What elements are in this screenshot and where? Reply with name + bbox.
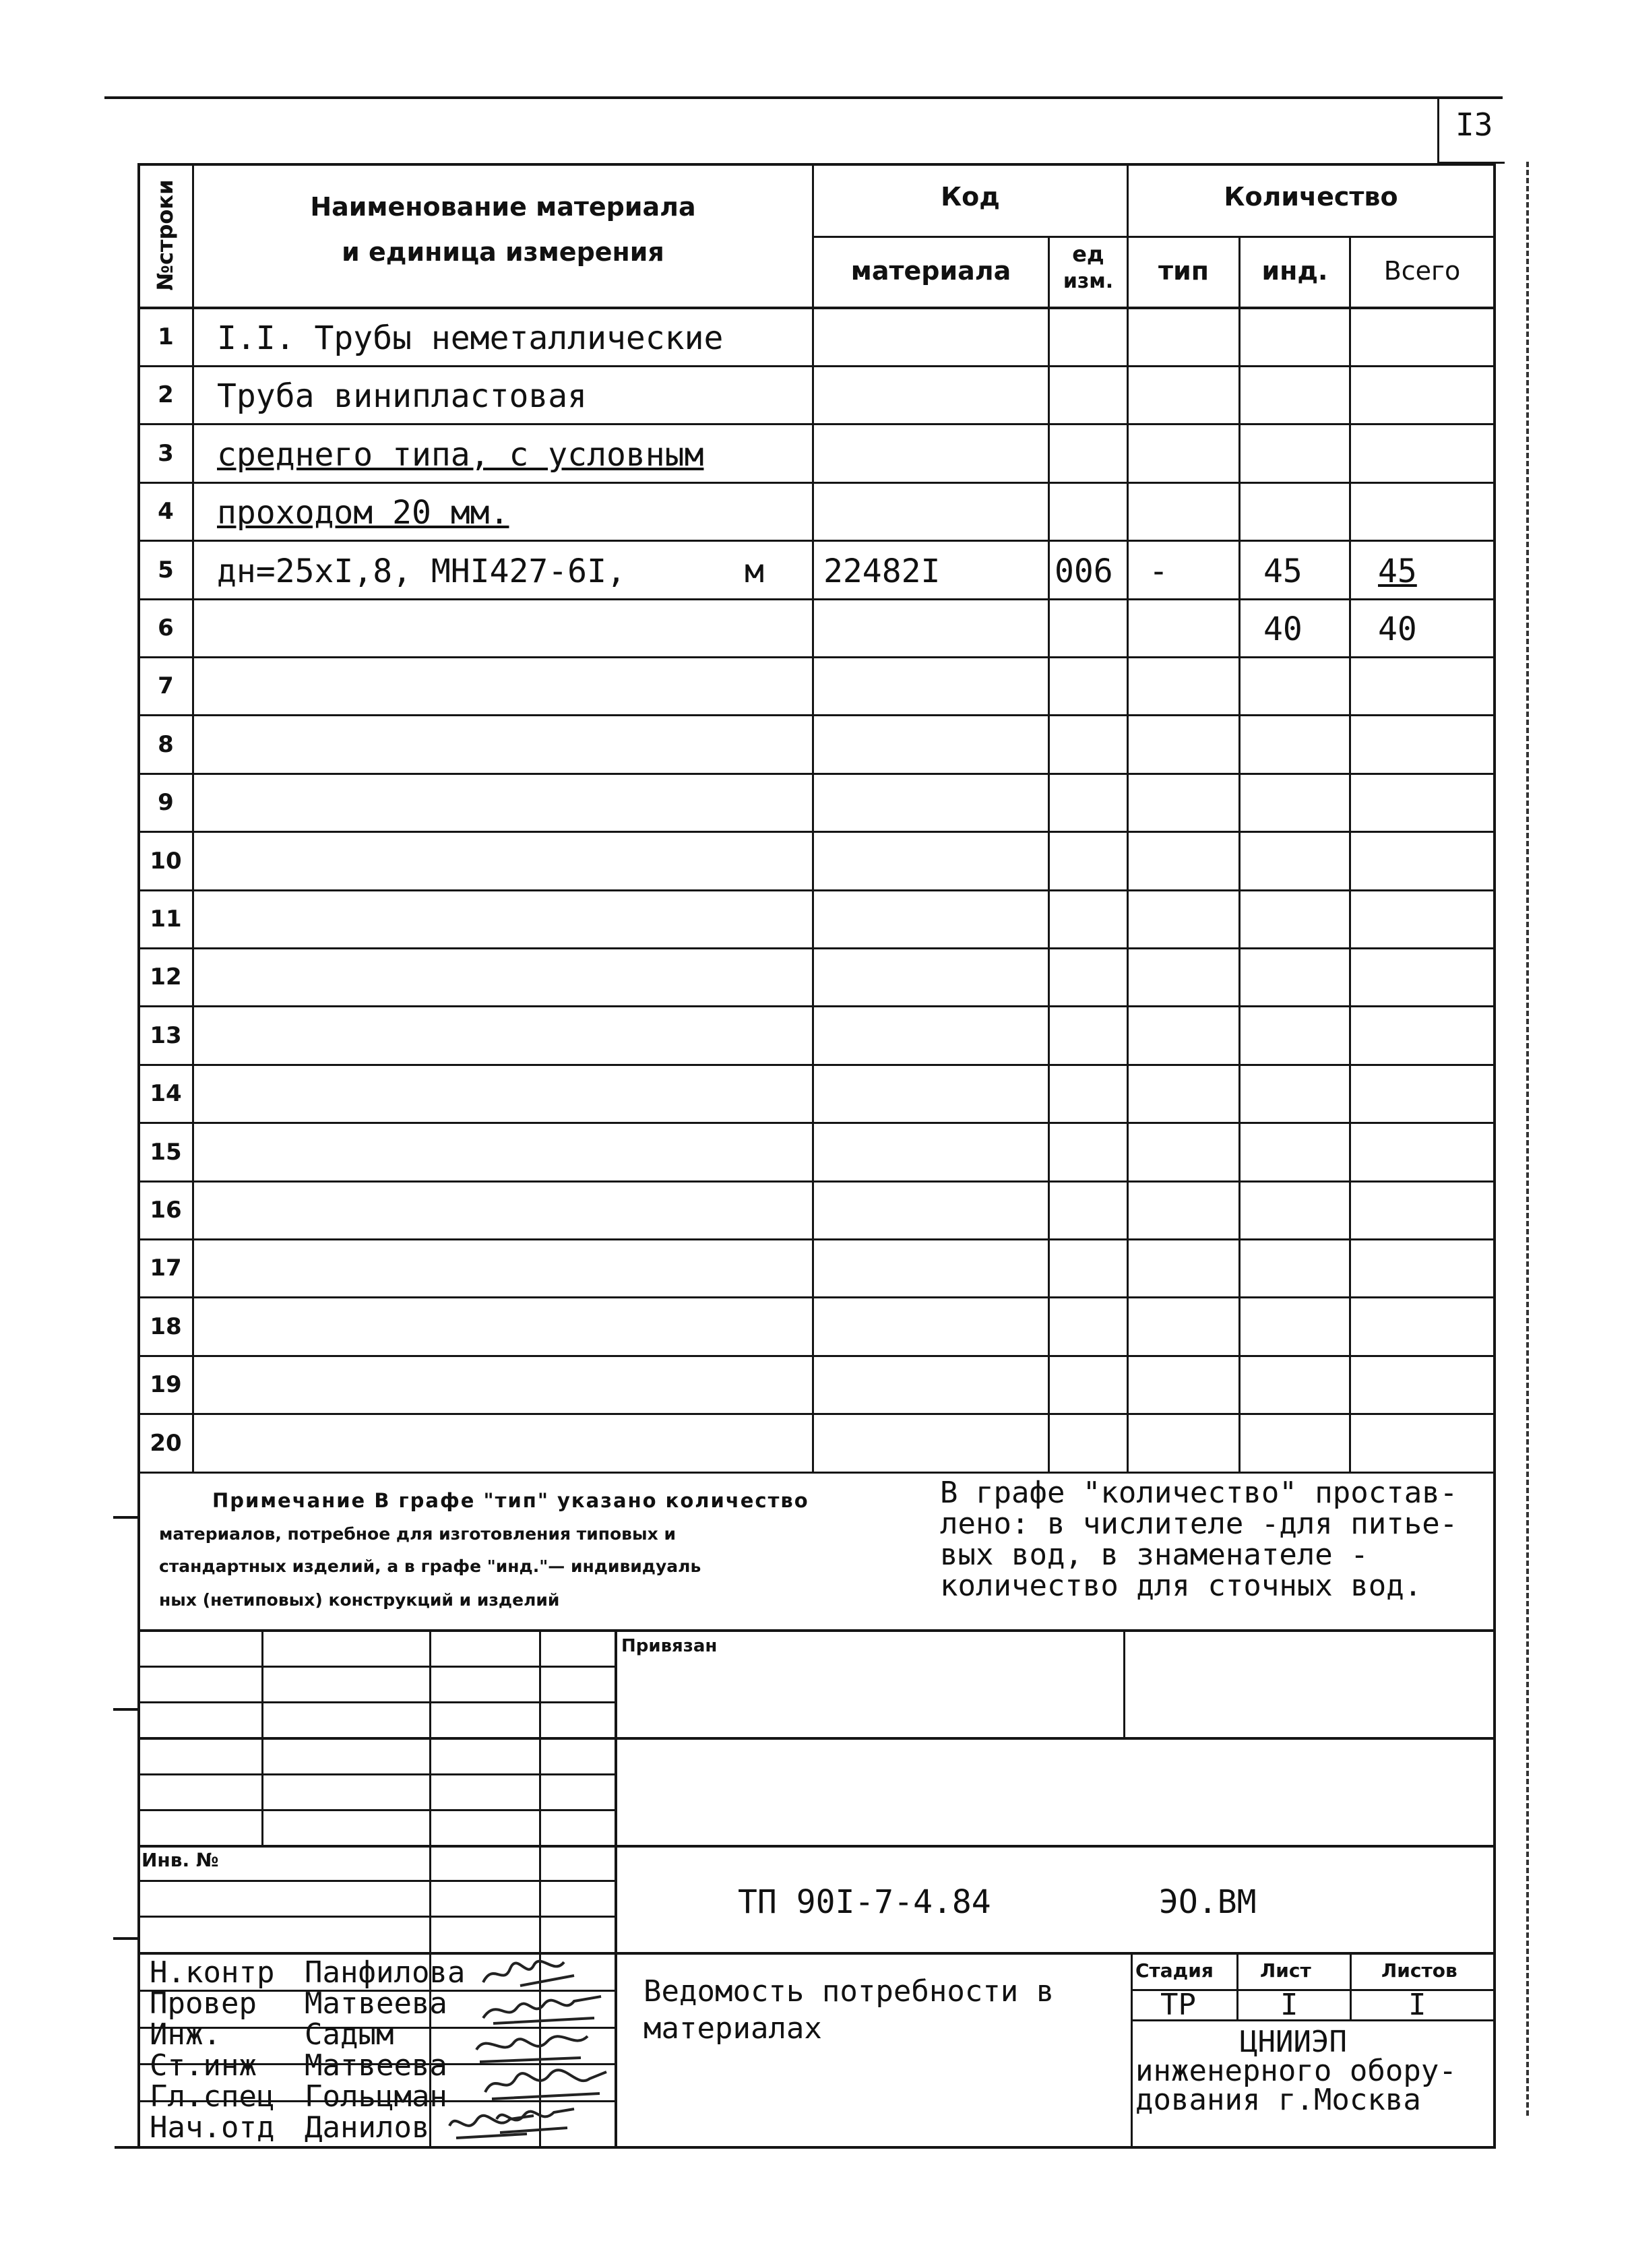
stamp-h-5	[137, 1809, 616, 1811]
row-number: 9	[158, 789, 174, 816]
unit-code: 006	[1055, 553, 1113, 590]
qty-total: 45	[1378, 553, 1417, 590]
role-label: Н.контр	[150, 1955, 275, 1990]
row-divider	[137, 1355, 1496, 1357]
stamp-col-e	[1123, 1629, 1125, 1737]
stamp-h-7	[137, 1880, 616, 1882]
row-number: 19	[150, 1371, 182, 1398]
stage-label: Стадия	[1135, 1959, 1214, 1982]
qty-ind: 40	[1263, 610, 1303, 648]
col-line-qty	[1127, 163, 1129, 1474]
stamp-h-8	[137, 1916, 616, 1918]
qty-total: 40	[1378, 610, 1417, 648]
stamp-stage-left	[1131, 1952, 1133, 2147]
note-left-line-3: стандартных изделий, а в графе "инд."— индивидуаль	[159, 1556, 701, 1576]
sheet-label: Лист	[1260, 1959, 1311, 1982]
org-line3: дования г.Москва	[1135, 2083, 1421, 2117]
row-number: 11	[150, 906, 182, 933]
row-divider	[137, 773, 1496, 775]
inv-no-label: Инв. №	[142, 1849, 219, 1871]
stamp-h-3	[137, 1737, 1496, 1740]
signature-2	[480, 1991, 608, 2028]
table-left-border	[137, 163, 140, 1474]
privyazan-label: Привязан	[621, 1636, 718, 1656]
stamp-col-d	[615, 1629, 617, 2147]
sheet-value: I	[1280, 1988, 1298, 2022]
col-line-total	[1349, 236, 1351, 1474]
row-divider	[137, 482, 1496, 484]
header-split-line	[812, 236, 1494, 238]
role-label: Ст.инж	[150, 2048, 257, 2083]
header-unit-line1: ед	[1072, 241, 1104, 267]
header-ind: инд.	[1261, 256, 1328, 286]
note-right-line-3: вых вод, в знаменателе -	[940, 1538, 1369, 1572]
page-number: I3	[1455, 106, 1493, 143]
person-name: Садым	[305, 2017, 394, 2052]
row-number: 13	[150, 1022, 182, 1049]
header-unit-line2: изм.	[1063, 270, 1114, 293]
row-number: 15	[150, 1139, 182, 1166]
note-right-line-4: количество для сточных вод.	[940, 1569, 1422, 1603]
signature-3	[473, 2029, 594, 2067]
note-right-line-2: лено: в числителе -для питье-	[940, 1507, 1458, 1541]
stamp-h-1	[137, 1666, 616, 1668]
margin-tick-3	[113, 1937, 140, 1940]
stamp-h-9	[137, 1952, 1496, 1955]
sheets-label: Листов	[1381, 1959, 1457, 1982]
header-bottom-line	[137, 307, 1496, 309]
row-number: 4	[158, 498, 174, 525]
qty-ind: 45	[1263, 553, 1303, 590]
row-number: 16	[150, 1197, 182, 1224]
row-divider	[137, 1005, 1496, 1007]
person-name: Матвеева	[305, 2048, 447, 2083]
material-name: дн=25хI,8, МНI427-6I,	[217, 553, 626, 590]
header-total: Всего	[1383, 256, 1461, 286]
person-name: Панфилова	[305, 1955, 466, 1990]
row-divider	[137, 889, 1496, 891]
doc-mark: ЭО.ВМ	[1159, 1883, 1257, 1921]
row-divider	[137, 831, 1496, 833]
table-right-border	[1493, 163, 1496, 1474]
role-label: Нач.отд	[150, 2110, 275, 2145]
row-number: 18	[150, 1313, 182, 1340]
top-border-line	[104, 96, 1503, 99]
row-number: 3	[158, 440, 174, 467]
signature-6	[446, 2106, 540, 2143]
role-label: Провер	[150, 1986, 257, 2021]
row-divider	[137, 1238, 1496, 1240]
row-divider	[137, 947, 1496, 949]
unit-of-measure: м	[745, 553, 764, 590]
person-name: Данилов	[305, 2110, 430, 2145]
row-divider	[137, 365, 1496, 367]
row-number: 10	[150, 848, 182, 875]
col-line-code	[812, 163, 814, 1474]
row-number: 5	[158, 557, 174, 584]
header-type: тип	[1158, 256, 1209, 286]
stamp-bottom-line	[115, 2146, 1496, 2149]
material-name: Труба винипластовая	[217, 377, 588, 415]
note-left-line-2: материалов, потребное для изготовления типовых и	[159, 1524, 676, 1544]
row-number: 2	[158, 381, 174, 408]
row-divider	[137, 598, 1496, 600]
margin-tick-1	[113, 1516, 140, 1519]
header-name-line1: Наименование материала	[310, 192, 696, 222]
doc-title-line1: Ведомость потребности в	[644, 1974, 1055, 2009]
row-number: 6	[158, 615, 174, 641]
row-number: 1	[158, 323, 174, 350]
signature-1	[480, 1955, 588, 1992]
material-code: 22482I	[823, 553, 941, 590]
header-code: Код	[941, 182, 1000, 212]
row-divider	[137, 1180, 1496, 1183]
row-divider	[137, 1472, 1496, 1474]
stage-value: ТР	[1160, 1988, 1196, 2022]
row-divider	[137, 656, 1496, 658]
note-bottom-line	[137, 1629, 1496, 1632]
row-divider	[137, 540, 1496, 542]
stamp-h-6	[137, 1845, 1496, 1848]
qty-type: -	[1149, 553, 1168, 590]
role-label: Инж.	[150, 2017, 221, 2052]
margin-tick-2	[113, 1708, 140, 1711]
table-top-border	[137, 163, 1496, 166]
person-name: Матвеева	[305, 1986, 447, 2021]
stamp-h-2	[137, 1701, 616, 1703]
row-divider	[137, 423, 1496, 425]
header-material: материала	[850, 256, 1011, 286]
row-divider	[137, 714, 1496, 716]
note-right-border	[1493, 1474, 1496, 2147]
row-number: 20	[150, 1430, 182, 1457]
header-quantity: Количество	[1224, 182, 1398, 212]
signature-4	[482, 2065, 610, 2102]
org-line2: инженерного обору-	[1135, 2054, 1457, 2088]
material-name: среднего типа, с условным	[217, 436, 704, 474]
col-line-ind	[1238, 236, 1241, 1474]
col-line-unit	[1048, 236, 1050, 1474]
doc-code: ТП 90I-7-4.84	[738, 1883, 991, 1921]
doc-title-line2: материалах	[644, 2011, 822, 2046]
note-right-line-1: В графе "количество" простав-	[940, 1476, 1458, 1510]
stamp-stage-c2	[1350, 1952, 1352, 2021]
stamp-h-4	[137, 1773, 616, 1775]
row-number: 8	[158, 731, 174, 758]
note-left-line-4: ных (нетиповых) конструкций и изделий	[159, 1590, 560, 1610]
row-divider	[137, 1413, 1496, 1415]
right-cut-line	[1526, 162, 1529, 2116]
person-name: Гольцман	[305, 2079, 447, 2114]
row-divider	[137, 1064, 1496, 1066]
row-number: 7	[158, 672, 174, 699]
row-number: 17	[150, 1255, 182, 1282]
row-number: 14	[150, 1080, 182, 1107]
material-name: I.I. Трубы неметаллические	[217, 319, 724, 357]
note-left-line-1: Примечание В графе "тип" указано количество	[212, 1489, 809, 1512]
stamp-stage-c1	[1236, 1952, 1238, 2021]
header-row-no: №строки	[152, 179, 178, 291]
row-number: 12	[150, 964, 182, 990]
row-divider	[137, 1296, 1496, 1298]
col-line-name	[192, 163, 194, 1474]
row-divider	[137, 1122, 1496, 1124]
material-name: проходом 20 мм.	[217, 494, 509, 532]
header-name-line2: и единица измерения	[342, 237, 664, 267]
org-line1: ЦНИИЭП	[1240, 2025, 1347, 2059]
sheets-value: I	[1408, 1988, 1426, 2022]
role-label: Гл.спец	[150, 2079, 275, 2114]
page-number-box-left	[1437, 96, 1439, 162]
